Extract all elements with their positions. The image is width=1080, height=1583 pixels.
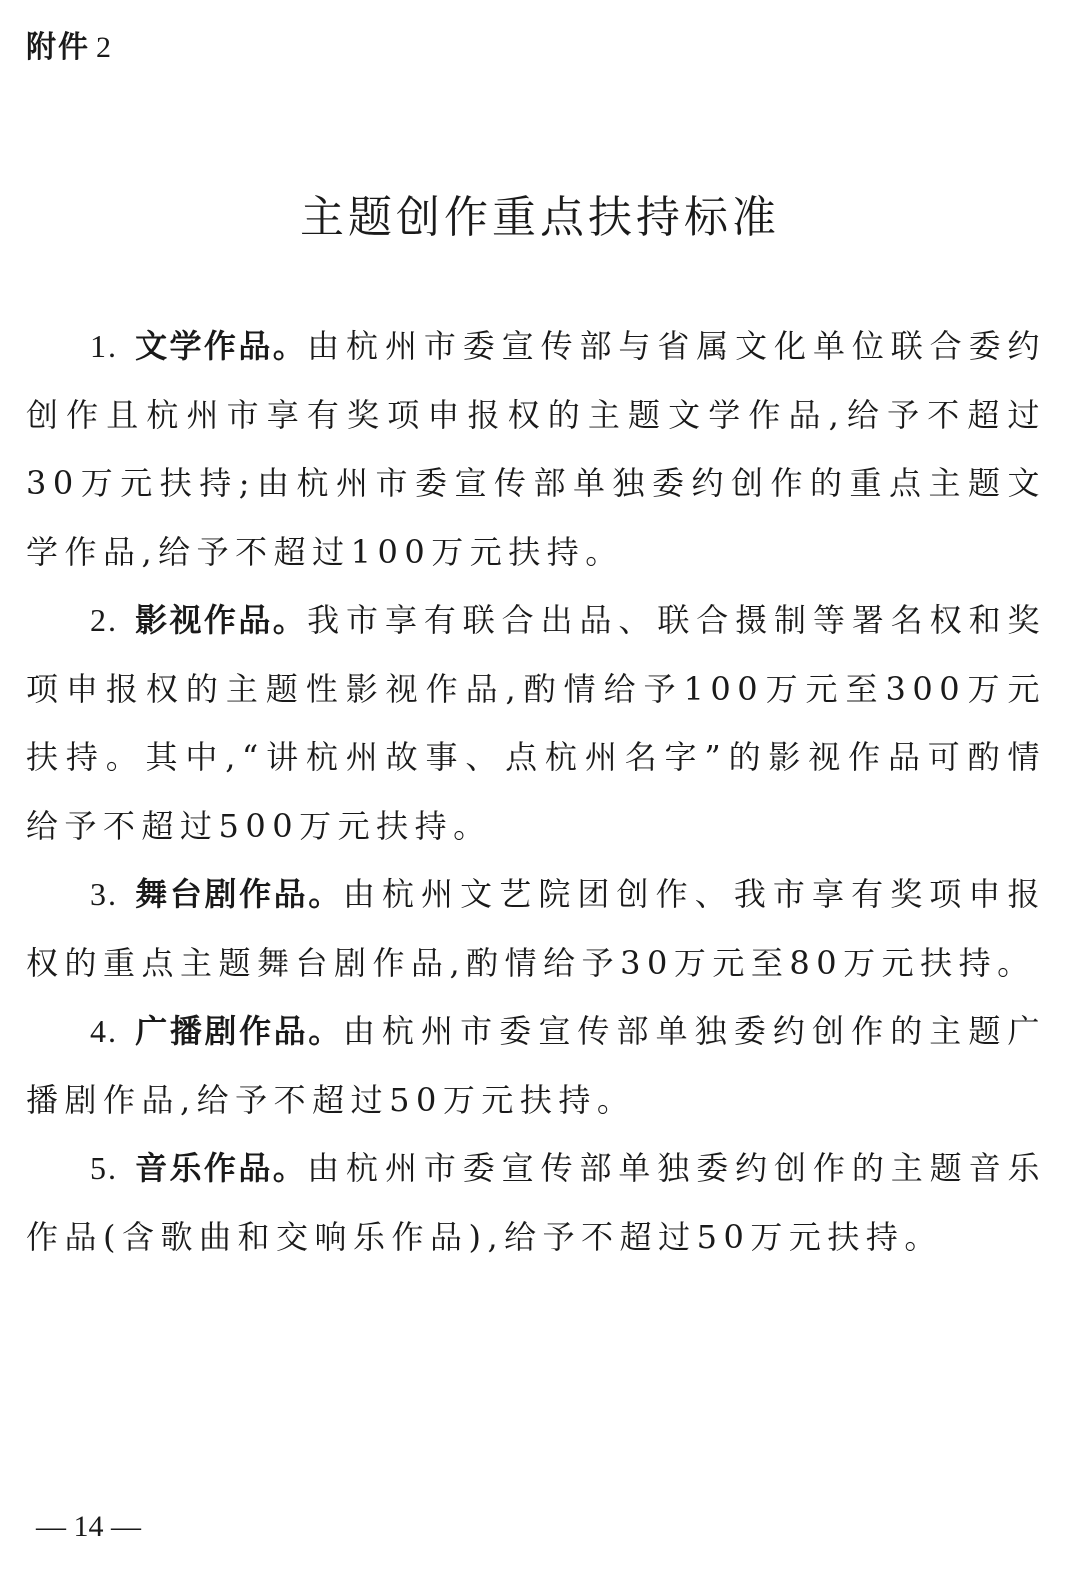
- item-stage-play: [26, 860, 1046, 997]
- item-film-tv: [26, 586, 1046, 860]
- item-text: 由杭州市委宣传部单独委约创作的主题音乐作品(含歌曲和交响乐作品),给予不超过50万元扶持。: [26, 1149, 1046, 1256]
- page-title: 主题创作重点扶持标准: [300, 192, 780, 244]
- item-heading: 文学作品。: [135, 327, 308, 365]
- item-number: 1.: [90, 328, 118, 364]
- item-number: 3.: [90, 876, 118, 912]
- item-number: 4.: [90, 1013, 118, 1049]
- item-number: 2.: [90, 602, 118, 638]
- item-literature: [26, 312, 1046, 586]
- item-text: 由杭州市委宣传部单独委约创作的主题广播剧作品,给予不超过50万元扶持。: [26, 1012, 1046, 1119]
- item-text: 由杭州市委宣传部与省属文化单位联合委约创作且杭州市享有奖项申报权的主题文学作品,给予不超过30万元扶持;由杭州市委宣传部单独委约创作的重点主题文学作品,给予不超过100万元扶持。: [26, 327, 1046, 571]
- attachment-label: [26, 22, 113, 66]
- item-heading: 舞台剧作品。: [135, 875, 343, 913]
- attachment-word: 附件: [26, 30, 90, 65]
- item-text: 我市享有联合出品、联合摄制等署名权和奖项申报权的主题性影视作品,酌情给予100万元至300万元扶持。其中,“讲杭州故事、点杭州名字”的影视作品可酌情给予不超过500万元扶持。: [26, 601, 1046, 845]
- item-heading: 音乐作品。: [135, 1149, 308, 1187]
- document-body: [26, 312, 1046, 1271]
- item-music: [26, 1134, 1046, 1271]
- item-heading: 广播剧作品。: [135, 1012, 343, 1050]
- item-text: 由杭州文艺院团创作、我市享有奖项申报权的重点主题舞台剧作品,酌情给予30万元至80万元扶持。: [26, 875, 1046, 982]
- page-number: — 14 —: [36, 1510, 141, 1543]
- item-radio-drama: [26, 997, 1046, 1134]
- item-number: 5.: [90, 1150, 118, 1186]
- attachment-number: 2: [96, 31, 113, 64]
- item-heading: 影视作品。: [135, 601, 308, 639]
